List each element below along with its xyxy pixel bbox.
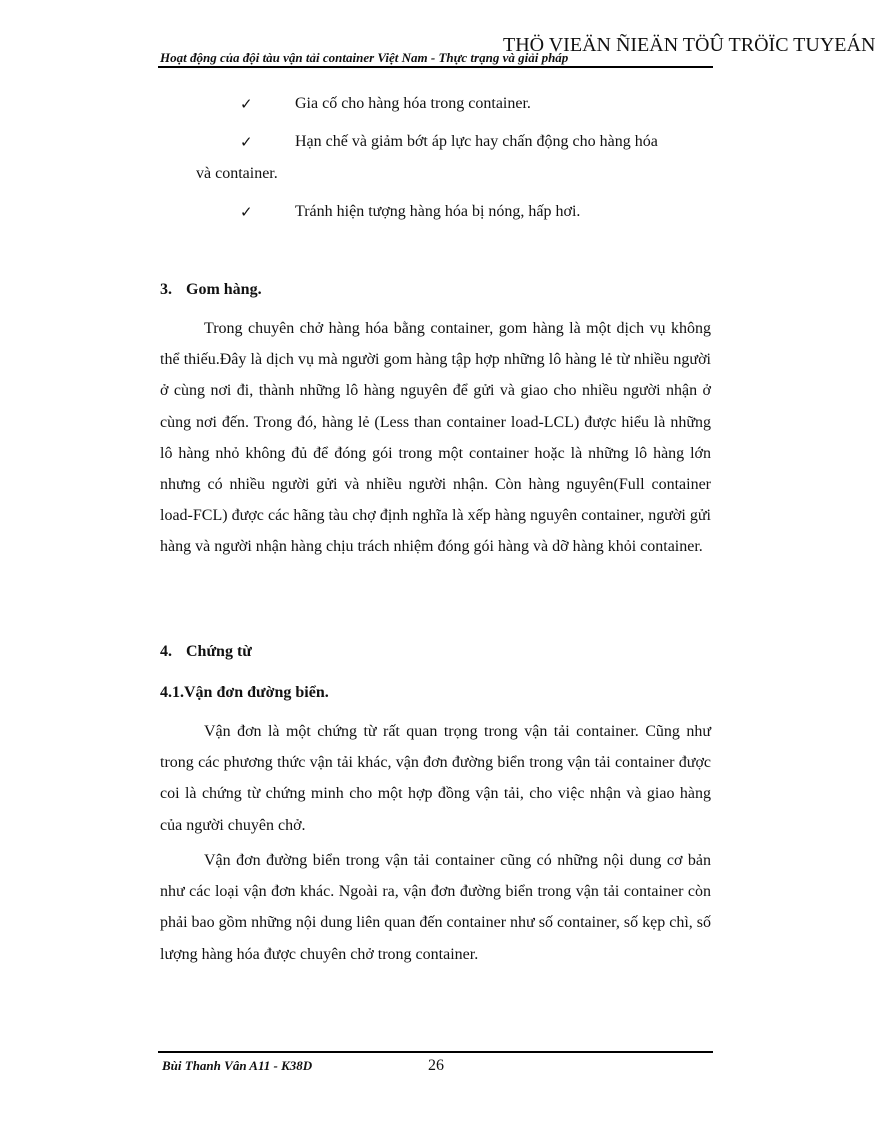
checklist-item-text: Gia cố cho hàng hóa trong container. <box>295 95 531 112</box>
section-title: Chứng từ <box>186 643 252 660</box>
section-4-paragraph-2: Vận đơn đường biển trong vận tải container cũng có những nội dung cơ bản như các loại vận đơn khác. Ngoài ra, vận đơn đường biển trong vận tải container còn phải bao gồm những nội dung liên quan đến container như số container, số kẹp chì, số lượng hàng hóa được chuyên chở trong container. <box>160 852 711 963</box>
section-3-paragraph: Trong chuyên chở hàng hóa bằng container, gom hàng là một dịch vụ không thể thiếu.Đây là dịch vụ mà người gom hàng tập hợp những lô hàng lẻ từ nhiều người ở cùng nơi đi, thành những lô hàng nguyên để gửi và giao cho nhiều người nhận ở cùng nơi đến. Trong đó, hàng lẻ (Less than container load-LCL) được hiểu là những lô hàng nhỏ không đủ để đóng gói trong một container hoặc là những lô hàng lớn nhưng có nhiều người gửi và nhiều người nhận. Còn hàng nguyên(Full container load-FCL) được các hãng tàu chợ định nghĩa là xếp hàng nguyên container, người gửi hàng và người nhận hàng chịu trách nhiệm đóng gói hàng và dỡ hàng khỏi container. <box>160 320 711 556</box>
footer-author: Bùi Thanh Vân A11 - K38D <box>162 1058 313 1073</box>
footer-rule <box>158 1051 713 1053</box>
section-title: Gom hàng. <box>186 281 262 298</box>
subsection-heading: 4.1.Vận đơn đường biển. <box>160 684 329 701</box>
check-icon: ✓ <box>240 133 253 151</box>
check-icon: ✓ <box>240 203 253 221</box>
check-icon: ✓ <box>240 95 253 113</box>
section-4-paragraph-1: Vận đơn là một chứng từ rất quan trọng trong vận tải container. Cũng như trong các phương thức vận tải khác, vận đơn đường biển trong vận tải container được coi là chứng từ chứng minh cho một hợp đồng vận tải, cho việc nhận và giao hàng của người chuyên chở. <box>160 723 711 834</box>
checklist-item-text: Tránh hiện tượng hàng hóa bị nóng, hấp hơi. <box>295 203 581 220</box>
header-rule <box>158 66 713 68</box>
section-number: 4. <box>160 643 172 660</box>
checklist-item-continuation: và container. <box>196 165 278 182</box>
page-number: 26 <box>428 1057 444 1074</box>
section-heading-3 <box>160 281 262 299</box>
section-heading-4 <box>160 643 252 661</box>
library-watermark: THÖ VIEÄN ÑIEÄN TÖÛ TRÖÏC TUYEÁN <box>503 34 875 56</box>
checklist-item-text: Hạn chế và giảm bớt áp lực hay chấn động cho hàng hóa <box>295 133 658 150</box>
running-header-title: Hoạt động của đội tàu vận tải container Việt Nam - Thực trạng và giải pháp <box>160 50 569 65</box>
section-number: 3. <box>160 281 172 298</box>
